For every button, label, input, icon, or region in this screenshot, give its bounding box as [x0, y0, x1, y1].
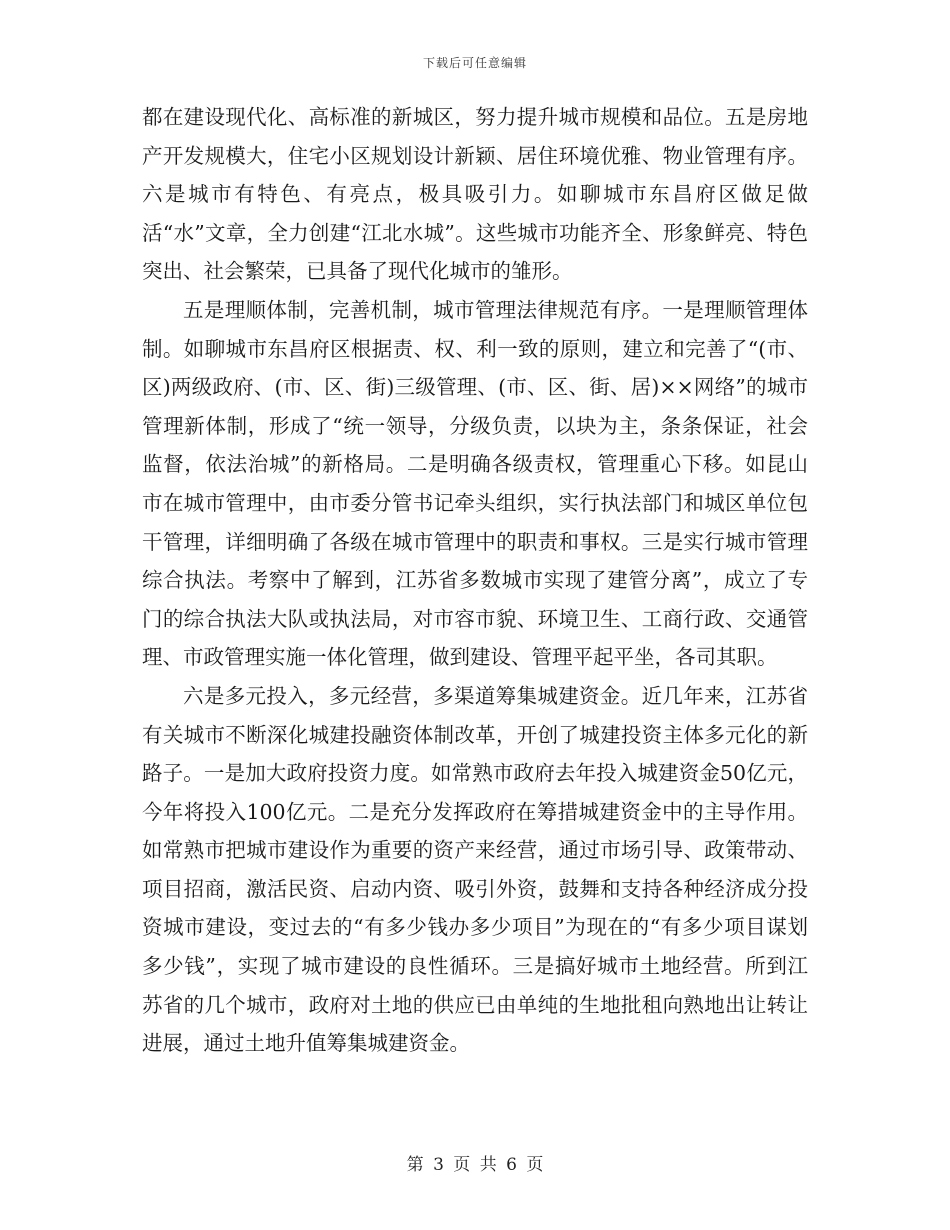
paragraph-2: 五是理顺体制，完善机制，城市管理法律规范有序。一是理顺管理体制。如聊城市东昌府区根据责、权、利一致的原则，建立和完善了“(市、区)两级政府、(市、区、街)三级管理、(市、区、街、居)××网络”的城市管理新体制，形成了“统一领导，分级负责，以块为主，条条保证，社会监督，依法治城”的新格局。二是明确各级责权，管理重心下移。如昆山市在城市管理中，由市委分管书记牵头组织，实行执法部门和城区单位包干管理，详细明确了各级在城市管理中的职责和事权。三是实行城市管理综合执法。考察中了解到，江苏省多数城市实现了建管分离”，成立了专门的综合执法大队或执法局，对市容市貌、环境卫生、工商行政、交通管理、市政管理实施一体化管理，做到建设、管理平起平坐，各司其职。 — [142, 297, 808, 670]
paragraph-3: 六是多元投入，多元经营，多渠道筹集城建资金。近几年来，江苏省有关城市不断深化城建投融资体制改革，开创了城建投资主体多元化的新路子。一是加大政府投资力度。如常熟市政府去年投入城建资金50亿元，今年将投入100亿元。二是充分发挥政府在筹措城建资金中的主导作用。如常熟市把城市建设作为重要的资产来经营，通过市场引导、政策带动、项目招商，激活民资、启动内资、吸引外资，鼓舞和支持各种经济成分投资城市建设，变过去的“有多少钱办多少项目”为现在的“有多少项目谋划多少钱”，实现了城市建设的良性循环。三是搞好城市土地经营。所到江苏省的几个城市，政府对土地的供应已由单纯的生地批租向熟地出让转让进展，通过土地升值筹集城建资金。 — [142, 683, 808, 1056]
document-body — [142, 98, 808, 1063]
paragraph-1: 都在建设现代化、高标准的新城区，努力提升城市规模和品位。五是房地产开发规模大，住宅小区规划设计新颖、居住环境优雅、物业管理有序。六是城市有特色、有亮点，极具吸引力。如聊城市东昌府区做足做活“水”文章，全力创建“江北水城”。这些城市功能齐全、形象鲜亮、特色突出、社会繁荣，已具备了现代化城市的雏形。 — [142, 105, 808, 284]
page-header: 下载后可任意编辑 — [422, 56, 527, 70]
page-number-footer: 第 3 页 共 6 页 — [406, 1155, 544, 1175]
